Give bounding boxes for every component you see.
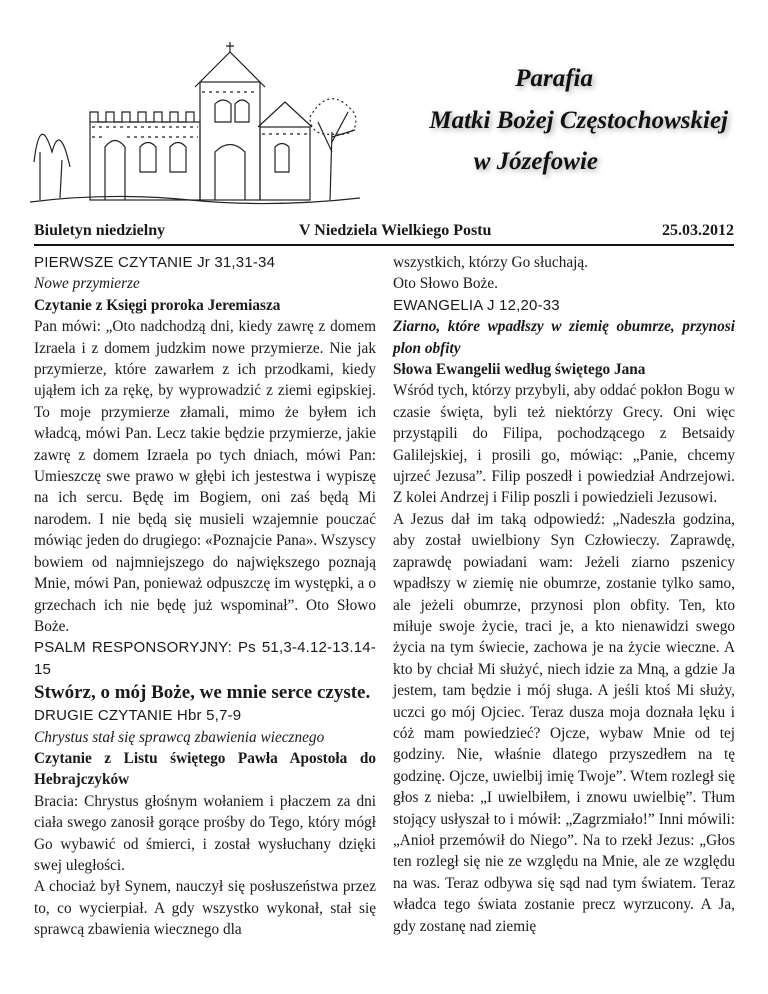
gospel-heading: EWANGELIA J 12,20-33 bbox=[393, 296, 560, 314]
second-reading-subtitle: Chrystus stał się sprawcą zbawienia wiecznego bbox=[34, 728, 325, 746]
first-reading-text: Pan mówi: „Oto nadchodzą dni, kiedy zawrę z domem Izraela i z domem judzkim nowe przymierze. Nie jak przymierze, które zawarłem z ich przodkami, kiedy ująłem ich za rękę, by wyprowadzić z ziemi egipskiej. To moje przymierze złamali, mimo że byłem ich władcą, mówi Pan. Lecz takie będzie przymierze, jakie zawrę z domem Izraela po tych dniach, mówi Pan: Umieszczę swe prawo w głębi ich jestestwa i wypiszę na ich sercu. Będę im Bogiem, oni zaś będą Mi narodem. I nie będą się musieli wzajemnie pouczać mówiąc jeden do drugiego: «Poznajcie Pana». Wszyscy bowiem od najmniejszego do największego poznają Mnie, mówi Pan, ponieważ odpuszczę im występki, a o grzechach ich nie będę już wspominał”. Oto Słowo Boże. bbox=[34, 318, 376, 635]
gospel-paragraph-2: A Jezus dał im taką odpowiedź: „Nadeszła godzina, aby został uwielbiony Syn Człowieczy. Zaprawdę, zaprawdę powiadani wam: Jeżeli ziarno pszenicy wpadłszy w ziemię nie obumrze, zostanie tylko samo, ale jeżeli obumrze, przynosi plon obfity. Ten, kto miłuje swoje życie, traci je, a kto nienawidzi swego życia na tym świecie, zachowa je na życie wieczne. A kto by chciał Mi służyć, niech idzie za Mną, a gdzie Ja jestem, tam będzie i mój sługa. A jeśli ktoś Mi służy, uczci go mój Ojciec. Teraz dusza moja doznała lęku i cóż mam powiedzieć? Ojcze, wybaw Mnie od tej godziny. Nie, właśnie dlatego przyszedłem na tę godzinę. Ojcze, uwielbij imię Twoje”. Wtem rozległ się głos z nieba: „I uwielbiłem, i znowu uwielbię”. Tłum stojący usłyszał to i mówił: „Zagrzmiało!” Inni mówili: „Anioł przemówił do Niego”. Na to rzekł Jezus: „Głos ten rozległ się nie ze względu na Mnie, ale ze względu na was. Teraz odbywa się sąd nad tym światem. Teraz władca tego świata zostanie precz wyrzucony. A Ja, gdy zostanę nad ziemię bbox=[393, 510, 735, 935]
gospel-source: Słowa Ewangelii według świętego Jana bbox=[393, 361, 646, 379]
gospel-subtitle: Ziarno, które wpadłszy w ziemię obumrze, przynosi plon obfity bbox=[393, 318, 735, 357]
church-illustration bbox=[30, 42, 360, 212]
right-column bbox=[393, 252, 735, 937]
second-reading-heading: DRUGIE CZYTANIE Hbr 5,7-9 bbox=[34, 707, 242, 725]
first-reading-heading: PIERWSZE CZYTANIE Jr 31,31-34 bbox=[34, 254, 276, 271]
bulletin-label: Biuletyn niedzielny bbox=[34, 222, 166, 239]
parish-title-line2: Matki Bożej Częstochowskiej bbox=[429, 107, 728, 134]
left-column bbox=[34, 252, 376, 941]
second-reading-source: Czytanie z Listu świętego Pawła Apostoła do Hebrajczyków bbox=[34, 749, 376, 789]
psalm-heading: PSALM RESPONSORYJNY: Ps 51,3-4.12-13.14-15 bbox=[34, 639, 376, 678]
parish-title-line3: w Józefowie bbox=[473, 148, 598, 175]
sunday-name: V Niedziela Wielkiego Postu bbox=[299, 222, 492, 239]
gospel-paragraph-1: Wśród tych, którzy przybyli, aby oddać pokłon Bogu w czasie święta, byli też niektórzy Grecy. Oni więc przystąpili do Filipa, pochodzącego z Betsaidy Galilejskiej, i prosili go, mówiąc: „Panie, chcemy ujrzeć Jezusa”. Filip poszedł i powiedział Andrzejowi. Z kolei Andrzej i Filip poszli i powiedzieli Jezusowi. bbox=[393, 382, 735, 507]
first-reading-subtitle: Nowe przymierze bbox=[34, 275, 140, 293]
continued-text: wszystkich, którzy Go słuchają. bbox=[393, 254, 588, 271]
second-reading-paragraph-1: Bracia: Chrystus głośnym wołaniem i płaczem za dni ciała swego zanosił gorące prośby do Tego, który mógł Go wybawić od śmierci, i został wysłuchany dzięki swej uległości. bbox=[34, 792, 376, 874]
second-reading-paragraph-2: A chociaż był Synem, nauczył się posłuszeństwa przez to, co wycierpiał. A gdy wszystko wykonał, stał się sprawcą zbawienia wiecznego dla bbox=[34, 878, 376, 939]
parish-title-line1: Parafia bbox=[515, 65, 593, 92]
bulletin-date: 25.03.2012 bbox=[662, 222, 734, 239]
reading-end: Oto Słowo Boże. bbox=[393, 275, 498, 293]
header bbox=[0, 0, 768, 220]
psalm-refrain: Stwórz, o mój Boże, we mnie serce czyste. bbox=[34, 682, 371, 704]
first-reading-source: Czytanie z Księgi proroka Jeremiasza bbox=[34, 296, 281, 314]
header-divider bbox=[34, 244, 734, 246]
